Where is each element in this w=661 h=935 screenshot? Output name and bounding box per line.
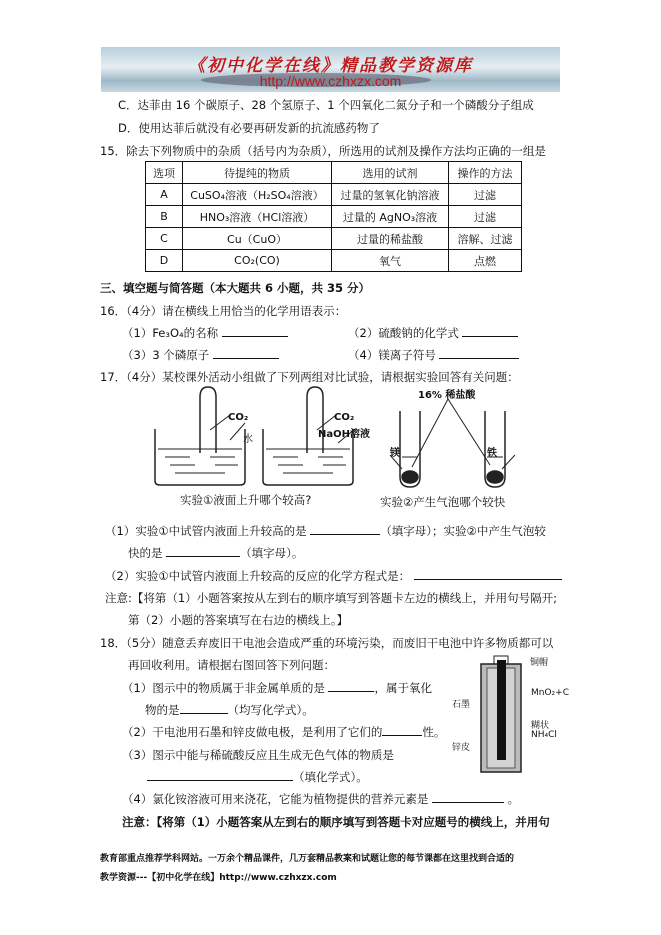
text: （2）干电池用石墨和锌皮做电极，是利用了它们的: [122, 725, 383, 739]
battery-figure: [478, 654, 528, 774]
text: 快的是: [128, 546, 163, 560]
cell: 过量的稀盐酸: [332, 228, 449, 250]
banner-title: 《初中化学在线》精品教学资源库: [188, 56, 473, 76]
answer-blank[interactable]: [328, 680, 374, 692]
q18-part2: [122, 724, 445, 740]
banner-url: http://www.czhxzx.com: [259, 73, 402, 89]
text: （2）实验①中试管内液面上升较高的反应的化学方程式是：: [105, 569, 411, 583]
section-heading: 三、填空题与简答题（本大题共 6 小题，共 35 分）: [100, 281, 371, 295]
answer-blank[interactable]: [382, 724, 422, 736]
q16-part2: [348, 325, 518, 341]
text: （填化学式）。: [293, 770, 368, 784]
q18-stem-cont: 再回收利用。请根据右图回答下列问题：: [128, 658, 335, 672]
th: 选项: [146, 162, 183, 184]
cell: Cu（CuO）: [183, 228, 332, 250]
cell: D: [146, 250, 183, 272]
answer-blank[interactable]: [462, 325, 518, 337]
footer-line2: 教学资源---【初中化学在线】http://www.czhxzx.com: [100, 873, 337, 883]
cell: 过滤: [449, 206, 522, 228]
caption-exp1: 实验①液面上升哪个较高?: [180, 493, 312, 507]
q16-part1-text: （1）Fe₃O₄的名称: [122, 326, 219, 340]
q14-option-d: D．使用达菲后就没有必要再研发新的抗流感药物了: [118, 121, 380, 135]
label-copper-cap: 铜帽: [530, 658, 549, 668]
answer-blank[interactable]: [222, 325, 288, 337]
text: （1）实验①中试管内液面上升较高的是: [105, 524, 307, 538]
label-water: 水: [243, 434, 253, 445]
cell: 过量的 AgNO₃溶液: [332, 206, 449, 228]
answer-blank[interactable]: [180, 702, 228, 714]
q18-part4: [122, 791, 519, 807]
test-tube-1: [200, 387, 216, 453]
cell: CO₂(CO): [183, 250, 332, 272]
text: （填字母）。: [240, 546, 304, 560]
q18-note: 注意：【将第（1）小题答案从左到右的顺序填写到答题卡对应题号的横线上，并用句: [122, 815, 550, 829]
answer-blank[interactable]: [310, 523, 380, 535]
q16-stem: 16．（4分）请在横线上用恰当的化学用语表示：: [100, 304, 347, 318]
cell: CuSO₄溶液（H₂SO₄溶液）: [183, 184, 332, 206]
answer-blank[interactable]: [166, 545, 240, 557]
label-mg: 镁: [390, 448, 400, 459]
q17-note: 注意:【将第（1）小题答案按从左到右的顺序填写到答题卡左边的横线上，并用句号隔开;: [105, 591, 558, 605]
label-nh4cl: NH₄Cl: [531, 730, 557, 740]
th: 待提纯的物质: [183, 162, 332, 184]
q15-stem: 15．除去下列物质中的杂质（括号内为杂质），所选用的试剂及操作方法均正确的一组是: [100, 144, 546, 158]
cell: 过滤: [449, 184, 522, 206]
q15-table: [145, 161, 522, 272]
q18-part3-cont: [147, 769, 368, 785]
text: （4）氯化铵溶液可用来浇花，它能为植物提供的营养元素是: [122, 792, 429, 806]
q17-experiment-figure: [150, 385, 520, 495]
q16-part3-text: （3）3 个磷原子: [122, 348, 210, 362]
q18-part1: [122, 680, 432, 696]
text: （1）图示中的物质属于非金属单质的是: [122, 681, 325, 695]
text: 性。: [422, 725, 446, 739]
q16-part1: [122, 325, 288, 341]
answer-blank[interactable]: [213, 347, 279, 359]
q17-note-cont: 第（2）小题的答案填写在右边的横线上。】: [128, 613, 349, 627]
q16-part2-text: （2）硫酸钠的化学式: [348, 326, 459, 340]
q18-part1-cont: [145, 702, 314, 718]
cell: B: [146, 206, 183, 228]
table-header: [146, 162, 522, 184]
cell: 点燃: [449, 250, 522, 272]
q18-part3: （3）图示中能与稀硫酸反应且生成无色气体的物质是: [122, 748, 394, 762]
footer-line1: 教育部重点推荐学科网站。一万余个精品课件，几万套精品教案和试题让您的每节课都在这里找到合适的: [100, 854, 515, 864]
q17-part2: [105, 568, 562, 584]
text: （均写化学式）。: [227, 703, 314, 717]
table-row: [146, 228, 522, 250]
answer-blank[interactable]: [414, 568, 562, 580]
q16-part4: [348, 347, 519, 363]
table-row: [146, 206, 522, 228]
q16-part3: [122, 347, 279, 363]
cell: 氧气: [332, 250, 449, 272]
site-banner: [101, 47, 560, 92]
label-co2-2: CO₂: [334, 412, 355, 423]
cell: A: [146, 184, 183, 206]
text: 。: [507, 792, 520, 806]
q14-option-c: C．达菲由 16 个碳原子、28 个氢原子、1 个四氧化二氮分子和一个磷酸分子组成: [118, 98, 534, 112]
q17-stem: 17．（4分）某校课外活动小组做了下列两组对比试验，请根据实验回答有关问题：: [100, 370, 519, 384]
table-row: [146, 250, 522, 272]
label-mno2: MnO₂+C: [531, 688, 569, 698]
answer-blank[interactable]: [432, 791, 504, 803]
label-graphite: 石墨: [452, 700, 471, 710]
text: ，属于氧化: [374, 681, 432, 695]
caption-exp2: 实验②产生气泡哪个较快: [380, 495, 506, 509]
cell: 过量的氢氧化钠溶液: [332, 184, 449, 206]
test-tube-2: [307, 387, 323, 453]
q17-part1: [105, 523, 546, 539]
cell: 溶解、过滤: [449, 228, 522, 250]
label-fe: 铁: [487, 448, 497, 459]
cell: HNO₃溶液（HCl溶液）: [183, 206, 332, 228]
cell: C: [146, 228, 183, 250]
th: 选用的试剂: [332, 162, 449, 184]
th: 操作的方法: [449, 162, 522, 184]
table-row: [146, 184, 522, 206]
answer-blank[interactable]: [439, 347, 519, 359]
q18-stem: 18．（5分）随意丢弃废旧干电池会造成严重的环境污染，而废旧干电池中许多物质都可以: [100, 636, 554, 650]
label-naoh: NaOH溶液: [318, 429, 370, 440]
label-acid: 16% 稀盐酸: [418, 390, 476, 401]
answer-blank[interactable]: [147, 769, 293, 781]
label-co2-1: CO₂: [228, 412, 249, 423]
text: 物的是: [145, 703, 180, 717]
label-paste: 糊状: [531, 721, 550, 731]
q17-part1-cont: [128, 545, 303, 561]
label-zinc: 锌皮: [452, 743, 471, 753]
q16-part4-text: （4）镁离子符号: [348, 348, 436, 362]
text: （填字母）；实验②中产生气泡较: [380, 524, 546, 538]
